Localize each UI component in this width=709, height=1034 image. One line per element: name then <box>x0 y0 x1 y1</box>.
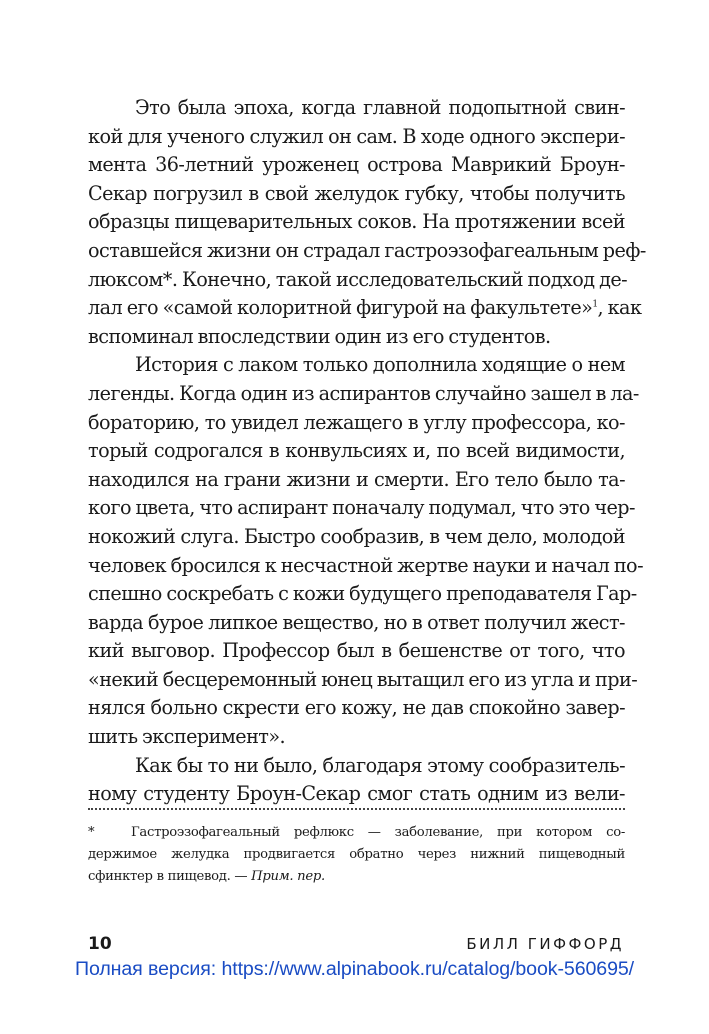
footnote-divider <box>88 808 625 810</box>
footnote <box>88 822 625 889</box>
text-line: вспоминал впоследствии один из его студентов. <box>88 324 551 348</box>
text-line: История с лаком только дополнила ходящие о нем <box>135 353 625 377</box>
text-line: кого цвета, что аспирант поначалу подумал, что это чер- <box>88 496 635 520</box>
footnote-translator-note: Прим. пер. <box>251 869 325 885</box>
full-version-link[interactable]: Полная версия: https://www.alpinabook.ru/catalog/book-560695/ <box>74 958 635 980</box>
text-line: ному студенту Броун-Секар смог стать одним из вели- <box>88 782 625 806</box>
text-line: человек бросился к несчастной жертве науки и начал по- <box>88 553 643 577</box>
footnote-line <box>88 822 625 844</box>
body-text <box>88 94 646 809</box>
text-line: мента 36-летний уроженец острова Маврикий Броун- <box>88 153 625 177</box>
text-line: кий выговор. Профессор был в бешенстве от того, что <box>88 639 625 663</box>
text-line: оставшейся жизни он страдал гастроэзофагеальным реф- <box>88 238 646 262</box>
text-line: находился на грани жизни и смерти. Его тело было та- <box>88 467 625 491</box>
text-line: Как бы то ни было, благодаря этому сообразитель- <box>135 753 625 777</box>
text-line-main: лал его «самой колоритной фигурой на факультете» <box>88 296 593 320</box>
text-line: шить эксперимент». <box>88 725 286 749</box>
text-line: спешно соскребать с кожи будущего преподавателя Гар- <box>88 582 637 606</box>
text-line: торый содрогался в конвульсиях и, по всей видимости, <box>88 439 625 463</box>
endnote-reference[interactable]: 1 <box>592 299 598 310</box>
text-line: люксом*. Конечно, такой исследовательский подход де- <box>88 267 628 291</box>
text-line: образцы пищеварительных соков. На протяжении всей <box>88 210 625 234</box>
page-number: 10 <box>88 934 112 954</box>
footnote-line <box>88 866 625 888</box>
text-line: бораторию, то увидел лежащего в углу профессора, ко- <box>88 410 625 434</box>
text-line: «некий бесцеремонный юнец вытащил его из угла и при- <box>88 667 638 691</box>
text-line: варда бурое липкое вещество, но в ответ получил жест- <box>88 610 625 634</box>
text-line-tail: , как <box>597 296 642 320</box>
text-line: легенды. Когда один из аспирантов случайно зашел в ла- <box>88 381 639 405</box>
text-line: Секар погрузил в свой желудок губку, чтобы получить <box>88 181 625 205</box>
footnote-text: сфинктер в пищевод. — <box>88 869 252 885</box>
footnote-text: Гастроэзофагеальный рефлюкс — заболевание, при котором со- <box>131 825 625 840</box>
running-head-author: БИЛЛ ГИФФОРД <box>466 935 624 953</box>
text-line-with-note <box>88 294 642 323</box>
footnote-marker: * <box>88 825 95 840</box>
text-line: нялся больно скрести его кожу, не дав спокойно завер- <box>88 696 625 720</box>
text-line: Это была эпоха, когда главной подопытной свин- <box>135 96 625 119</box>
text-line: кой для ученого служил он сам. В ходе одного экспери- <box>88 124 625 148</box>
footnote-line: держимое желудка продвигается обратно через нижний пищеводный <box>88 847 625 863</box>
text-line: нокожий слуга. Быстро сообразив, в чем дело, молодой <box>88 524 625 548</box>
